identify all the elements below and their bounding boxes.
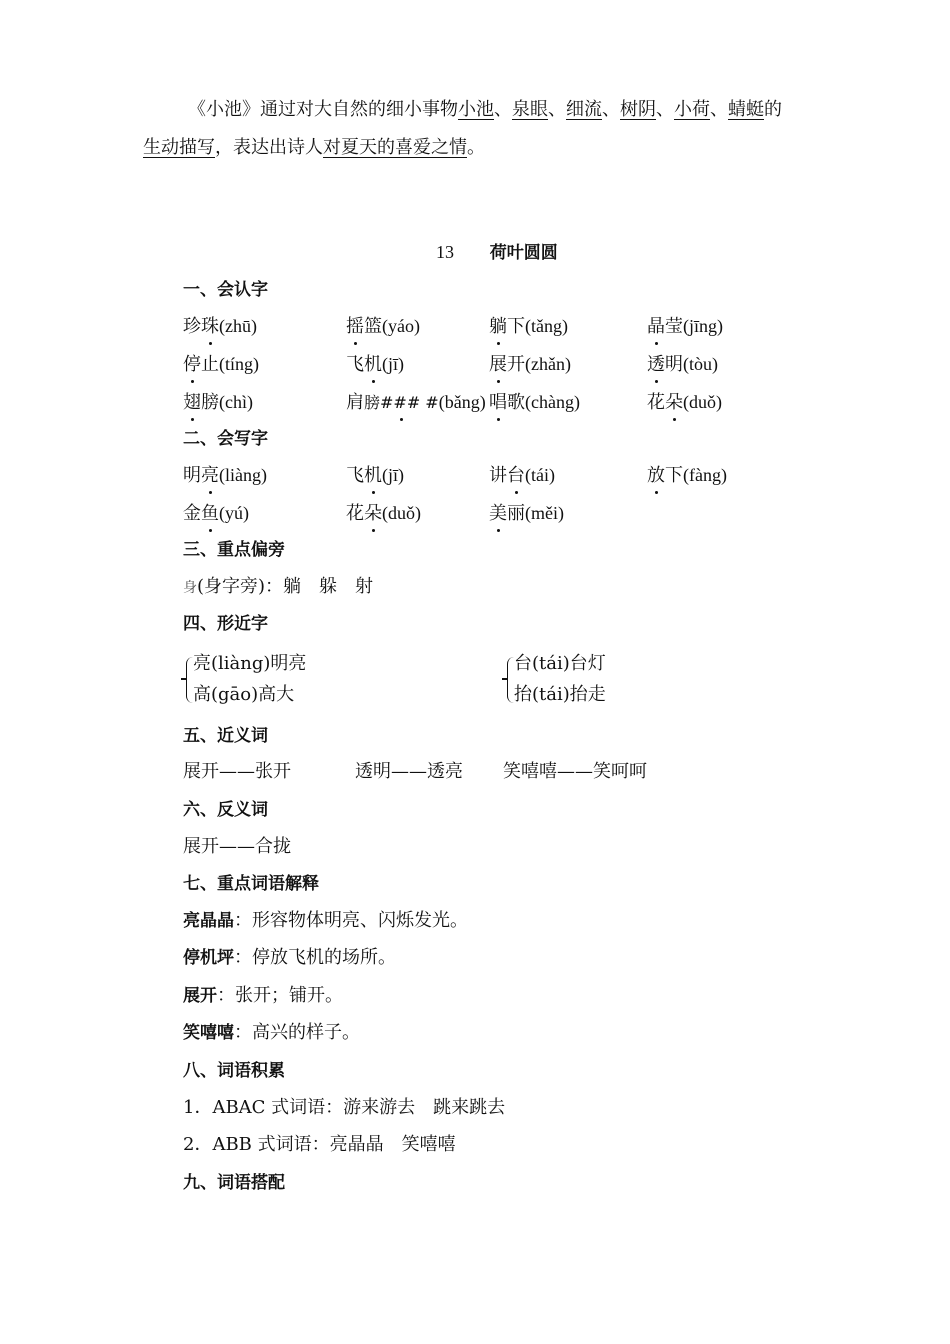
word-entry: 晶莹(jīng) xyxy=(647,316,723,337)
word-entry: 停止(tíng) xyxy=(183,354,259,375)
intro-item: 泉眼 xyxy=(512,99,548,120)
word-entry: 翅膀(chì) xyxy=(183,392,253,413)
definition-entry: 展开：张开；铺开。 xyxy=(183,985,343,1006)
accumulation-item: 2．ABB 式词语：亮晶晶 笑嘻嘻 xyxy=(183,1134,456,1155)
word-entry: 美丽(měi) xyxy=(489,503,564,524)
section-heading-definitions: 七、重点词语解释 xyxy=(183,874,319,894)
intro-line-1: 《小池》通过对大自然的细小事物小池、泉眼、细流、树阴、小荷、蜻蜓的 xyxy=(188,99,782,120)
word-entry: 明亮(liàng) xyxy=(183,465,267,486)
definition-entry: 停机坪：停放飞机的场所。 xyxy=(183,947,396,968)
intro-item: 小荷 xyxy=(674,99,710,120)
section-heading-radical: 三、重点偏旁 xyxy=(183,540,285,560)
word-entry: 唱歌(chàng) xyxy=(489,392,580,413)
word-entry: 花朵(duǒ) xyxy=(647,392,722,413)
word-entry: 透明(tòu) xyxy=(647,354,718,375)
definition-entry: 亮晶晶：形容物体明亮、闪烁发光。 xyxy=(183,910,468,931)
intro-item: 蜻蜓 xyxy=(728,99,764,120)
synonym-pair: 展开——张开 xyxy=(183,761,291,782)
section-heading-write: 二、会写字 xyxy=(183,429,268,449)
word-entry: 摇篮(yáo) xyxy=(346,316,420,337)
definition-term: 亮晶晶 xyxy=(183,911,234,931)
accumulation-item: 1．ABAC 式词语：游来游去 跳来跳去 xyxy=(183,1097,506,1118)
section-heading-antonyms: 六、反义词 xyxy=(183,800,268,820)
radical-desc: (身字旁)： xyxy=(197,576,284,597)
definition-term: 笑嘻嘻 xyxy=(183,1023,234,1043)
lesson-heading xyxy=(436,240,558,265)
section-heading-recognize: 一、会认字 xyxy=(183,280,268,300)
section-heading-accumulation: 八、词语积累 xyxy=(183,1061,285,1081)
section-heading-collocation: 九、词语搭配 xyxy=(183,1173,285,1193)
definition-entry: 笑嘻嘻：高兴的样子。 xyxy=(183,1022,360,1043)
lesson-number: 13 xyxy=(436,242,454,262)
word-entry: 飞机(jī) xyxy=(346,354,404,375)
synonym-pair: 透明——透亮 xyxy=(355,761,463,782)
word-entry: 展开(zhǎn) xyxy=(489,354,571,375)
word-entry: 放下(fàng) xyxy=(647,465,727,486)
similar-item: 亮(liàng)明亮 xyxy=(193,653,307,674)
intro-item: 树阴 xyxy=(620,99,656,120)
radical-line xyxy=(183,575,373,600)
intro-item: 细流 xyxy=(566,99,602,120)
section-heading-similar: 四、形近字 xyxy=(183,614,268,634)
synonym-pair: 笑嘻嘻——笑呵呵 xyxy=(503,761,647,782)
similar-item: 台(tái)台灯 xyxy=(514,653,606,674)
similar-item: 高(gāo)高大 xyxy=(193,684,295,705)
definition-term: 停机坪 xyxy=(183,948,234,968)
word-entry: 珍珠(zhū) xyxy=(183,316,257,337)
section-heading-synonyms: 五、近义词 xyxy=(183,726,268,746)
intro-line-2: 生动描写，表达出诗人对夏天的喜爱之情。 xyxy=(143,137,485,158)
radical-chars: 躺 躲 射 xyxy=(283,576,374,597)
definition-term: 展开 xyxy=(183,986,217,1006)
word-entry: 讲台(tái) xyxy=(489,465,555,486)
word-entry: 飞机(jī) xyxy=(346,465,404,486)
lesson-title: 荷叶圆圆 xyxy=(489,243,558,263)
radical-glyph: 身 xyxy=(183,580,197,596)
word-entry: 躺下(tǎng) xyxy=(489,316,568,337)
similar-item: 抬(tái)抬走 xyxy=(514,684,606,705)
word-entry: 花朵(duǒ) xyxy=(346,503,421,524)
word-entry: 肩膀### #(bǎng) xyxy=(346,392,486,413)
word-entry: 金鱼(yú) xyxy=(183,503,249,524)
intro-item: 小池 xyxy=(458,99,494,120)
antonym-pair: 展开——合拢 xyxy=(183,836,291,857)
